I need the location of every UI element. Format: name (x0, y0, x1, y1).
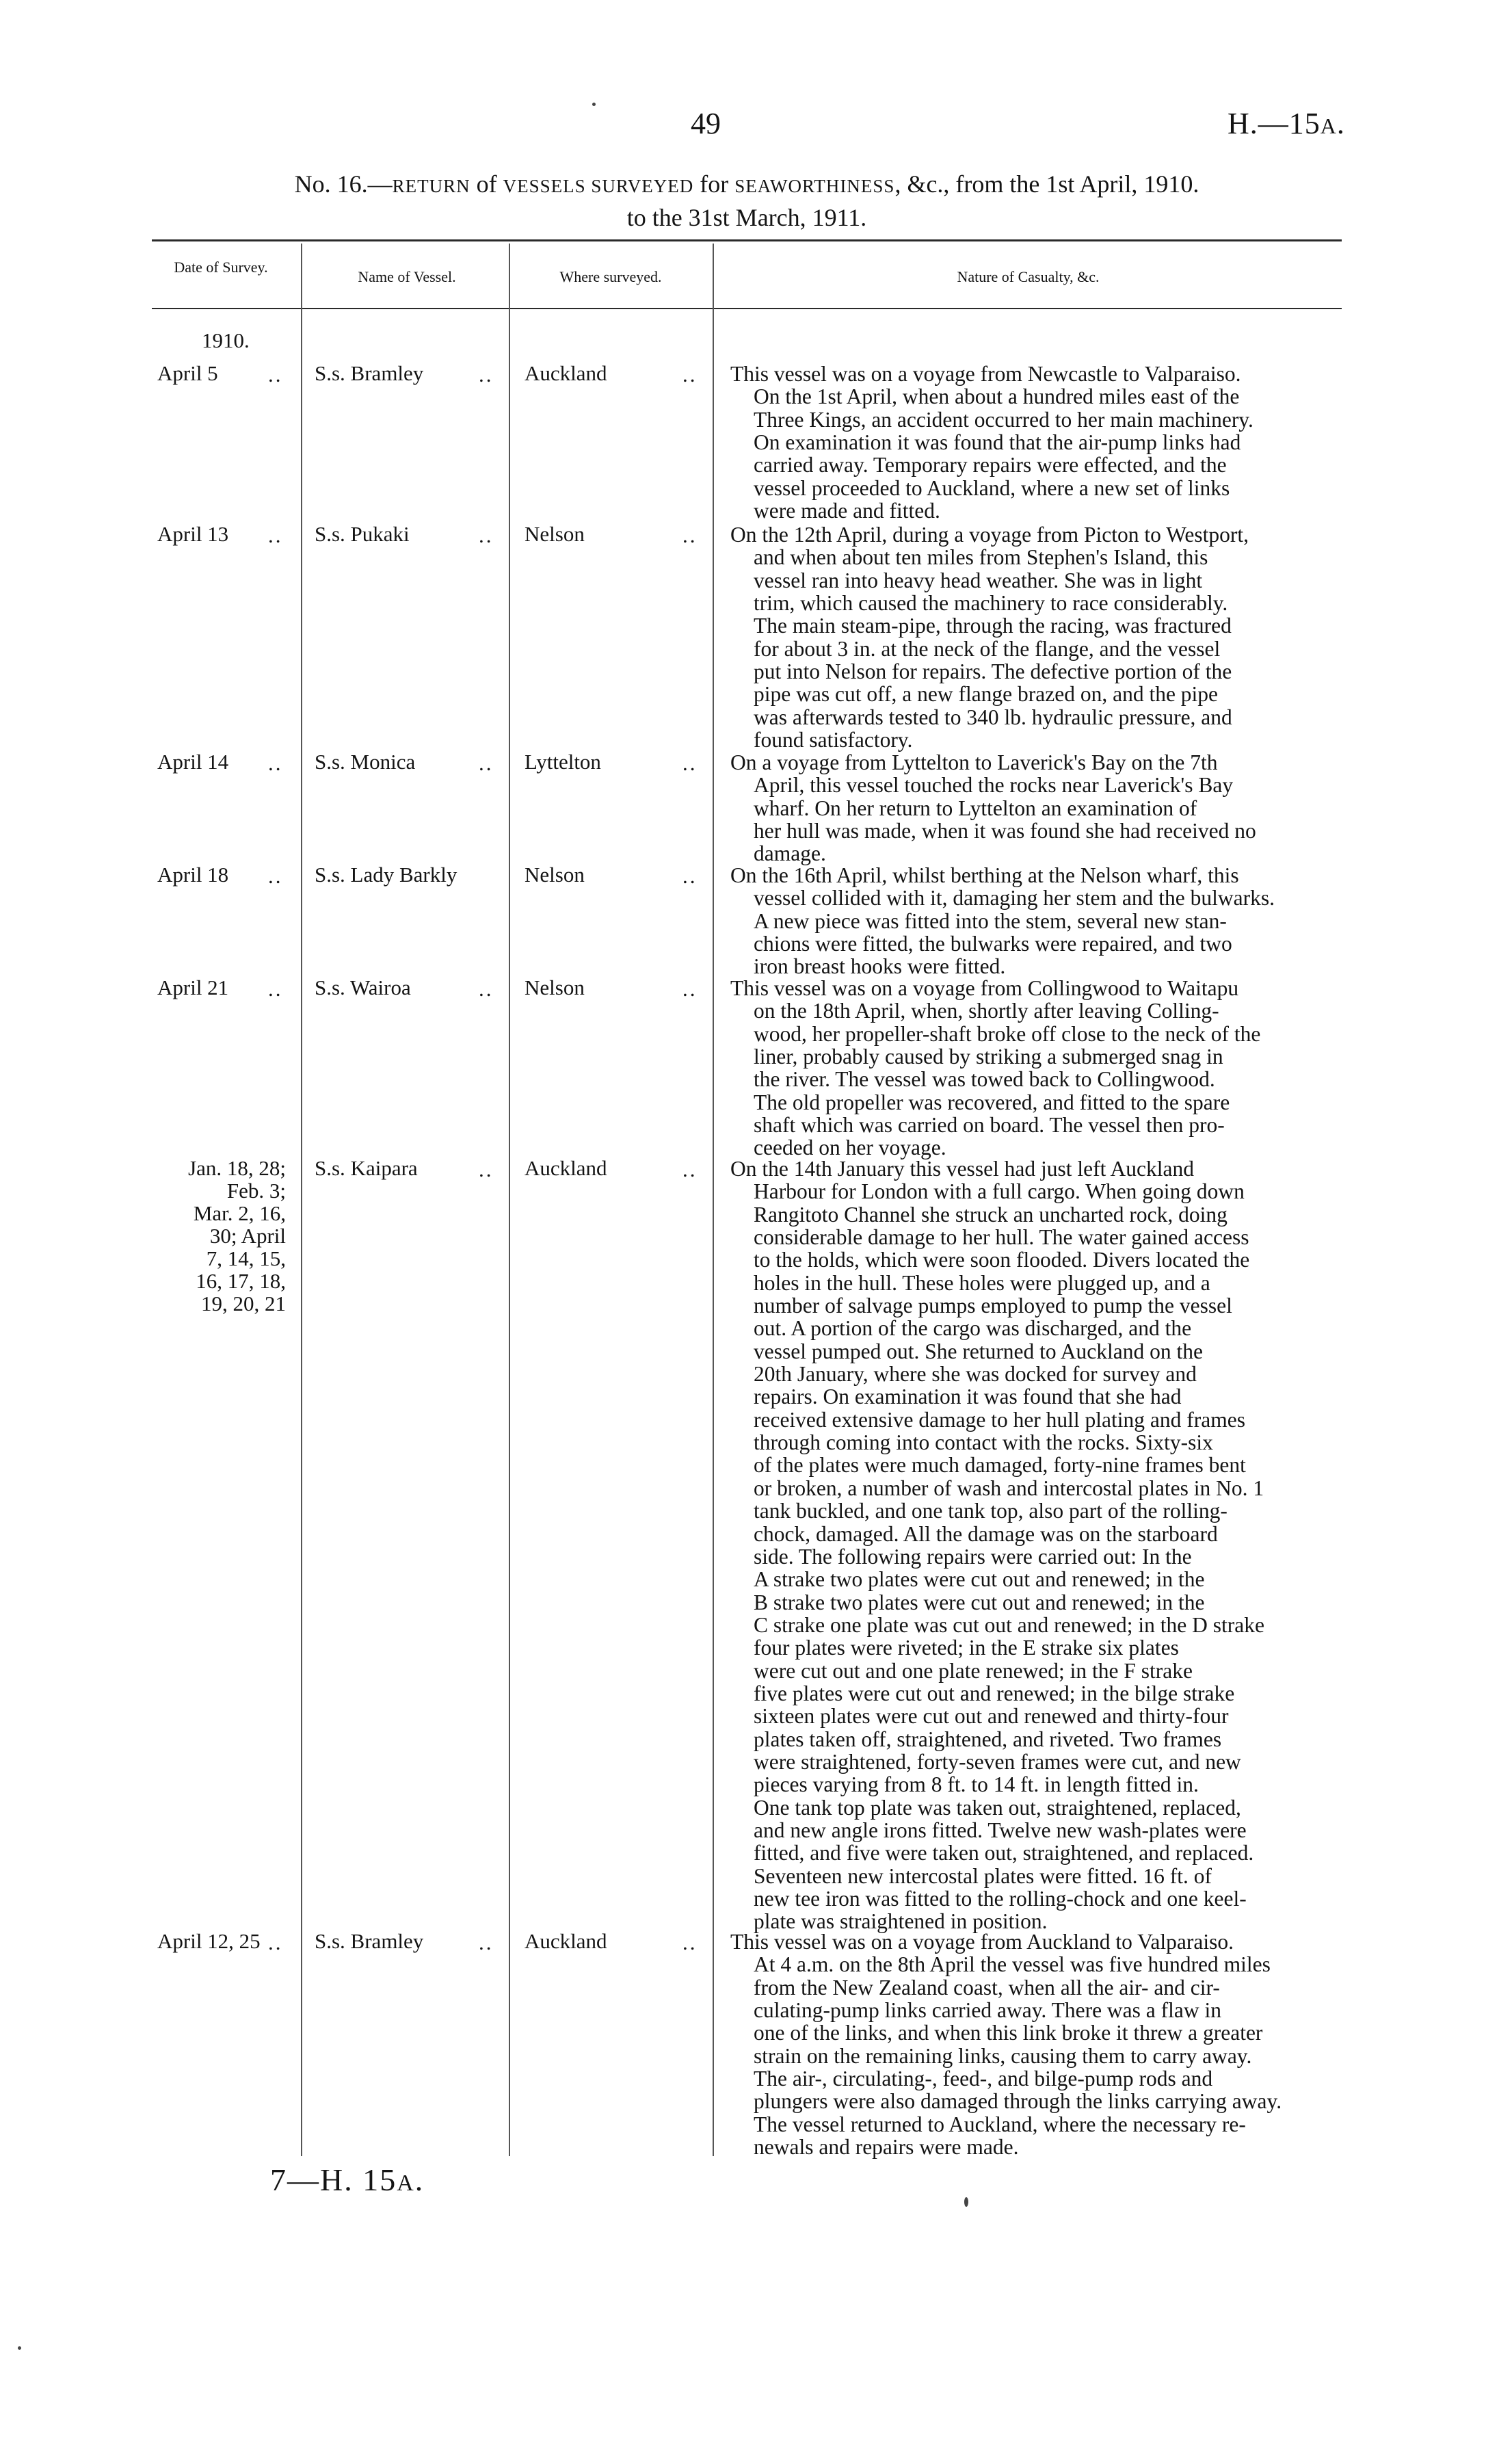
casualty-line: number of salvage pumps employed to pump the vessel (754, 1294, 1232, 1318)
casualty-line: vessel pumped out. She returned to Auckland on the (754, 1339, 1203, 1363)
casualty-line: wharf. On her return to Lyttelton an examination of (754, 796, 1197, 820)
survey-location: Auckland (525, 1929, 607, 1953)
leader-dots: .. (268, 1930, 283, 1954)
casualty-line: plate was straightened in position. (754, 1909, 1048, 1934)
casualty-line: were cut out and one plate renewed; in the F strake (754, 1658, 1193, 1683)
casualty-description (730, 523, 1346, 751)
casualty-line: April, this vessel touched the rocks near Laverick's Bay (754, 773, 1234, 798)
leader-dots: .. (682, 751, 698, 775)
casualty-line: her hull was made, when it was found she had received no (754, 819, 1256, 843)
leader-dots: .. (682, 1157, 698, 1181)
leader-dots: .. (479, 751, 494, 775)
casualty-line: On the 14th January this vessel had just left Auckland (730, 1157, 1195, 1181)
vessel-name: S.s. Bramley (315, 361, 424, 385)
casualty-line: On the 1st April, when about a hundred miles east of the (754, 384, 1240, 409)
column-header-vessel: Name of Vessel. (358, 268, 456, 285)
casualty-line: Seventeen new intercostal plates were fitted. 16 ft. of (754, 1863, 1212, 1888)
vessel-name: S.s. Bramley (315, 1929, 424, 1953)
casualty-line: were made and fitted. (754, 499, 940, 523)
casualty-line: vessel proceeded to Auckland, where a new set of links (754, 475, 1230, 500)
casualty-description (730, 977, 1346, 1159)
casualty-line: Harbour for London with a full cargo. When going down (754, 1179, 1245, 1204)
signature-mark (270, 2162, 424, 2198)
survey-location: Nelson (525, 975, 585, 999)
signature-suffix: A (397, 2171, 415, 2196)
casualty-description (730, 1930, 1346, 2158)
casualty-line: vessel ran into heavy head weather. She was in light (754, 568, 1203, 592)
casualty-line: was afterwards tested to 340 lb. hydraulic pressure, and (754, 705, 1232, 729)
signature-main: 7—H. 15 (270, 2162, 397, 2197)
vessel-name: S.s. Wairoa (315, 975, 411, 999)
page-number: 49 (691, 107, 721, 140)
survey-date-line: 16, 17, 18, (196, 1269, 286, 1293)
survey-date-line: Mar. 2, 16, (193, 1201, 286, 1225)
column-header-nature: Nature of Casualty, &c. (957, 268, 1100, 285)
casualty-line: holes in the hull. These holes were plugged up, and a (754, 1270, 1210, 1295)
vessel-name: S.s. Pukaki (315, 522, 410, 546)
leader-dots: .. (268, 363, 283, 386)
casualty-line: out. A portion of the cargo was discharged, and the (754, 1316, 1192, 1341)
survey-date: April 14 (157, 750, 229, 774)
survey-date-line: 7, 14, 15, (206, 1246, 286, 1270)
survey-location: Nelson (525, 863, 585, 887)
survey-date-line: 19, 20, 21 (201, 1292, 286, 1315)
casualty-description (730, 363, 1346, 522)
leader-dots: .. (682, 523, 698, 547)
casualty-line: This vessel was on a voyage from Collingwood to Waitapu (730, 976, 1239, 1000)
casualty-line: received extensive damage to her hull plating and frames (754, 1407, 1245, 1432)
survey-location: Nelson (525, 522, 585, 546)
leader-dots: .. (682, 864, 698, 888)
casualty-line: On the 12th April, during a voyage from Picton to Westport, (730, 523, 1249, 547)
leader-dots: .. (479, 977, 494, 1001)
column-header-where: Where surveyed. (559, 268, 662, 285)
column-header-date: Date of Survey. (174, 259, 268, 276)
casualty-line: found satisfactory. (754, 728, 913, 752)
casualty-line: wood, her propeller-shaft broke off close to the neck of the (754, 1021, 1261, 1046)
survey-date-line: 30; April (209, 1224, 286, 1248)
casualty-line: from the New Zealand coast, when all the air- and cir- (754, 1975, 1220, 2000)
casualty-line: to the holds, which were soon flooded. Divers located the (754, 1248, 1250, 1272)
title-for: for (693, 170, 735, 198)
casualty-line: plates taken off, straightened, and riveted. Two frames (754, 1727, 1222, 1751)
survey-date: April 5 (157, 361, 218, 385)
casualty-line: repairs. On examination it was found that she had (754, 1385, 1182, 1409)
title-of: of (470, 170, 503, 198)
casualty-line: shaft which was carried on board. The vessel then pro- (754, 1113, 1225, 1138)
leader-dots: .. (268, 523, 283, 547)
casualty-line: side. The following repairs were carried out: In the (754, 1544, 1192, 1569)
casualty-line: considerable damage to her hull. The water gained access (754, 1225, 1249, 1250)
table-title (152, 168, 1342, 233)
year-label: 1910. (202, 328, 250, 352)
casualty-line: chions were fitted, the bulwarks were repaired, and two (754, 932, 1232, 956)
casualty-line: pieces varying from 8 ft. to 14 ft. in length fitted in. (754, 1772, 1199, 1797)
title-line-1 (152, 168, 1342, 202)
leader-dots: .. (479, 363, 494, 386)
casualty-line: sixteen plates were cut out and renewed and thirty-four (754, 1704, 1229, 1729)
column-divider-1 (301, 244, 302, 2156)
casualty-line: A strake two plates were cut out and renewed; in the (754, 1567, 1205, 1592)
title-caps-return: RETURN (392, 176, 470, 196)
survey-location: Auckland (525, 1156, 607, 1180)
leader-dots: .. (268, 864, 283, 888)
leader-dots: .. (268, 977, 283, 1001)
table-head-rule (152, 308, 1342, 309)
vessel-name: S.s. Monica (315, 750, 416, 774)
reference-end: . (1336, 107, 1345, 140)
casualty-line: fitted, and five were taken out, straightened, and replaced. (754, 1841, 1254, 1865)
survey-date: April 21 (157, 975, 229, 999)
casualty-line: The old propeller was recovered, and fitted to the spare (754, 1090, 1230, 1114)
survey-location: Lyttelton (525, 750, 601, 774)
casualty-line: iron breast hooks were fitted. (754, 954, 1006, 979)
column-divider-2 (509, 244, 510, 2156)
casualty-line: for about 3 in. at the neck of the flange, and the vessel (754, 636, 1221, 661)
casualty-line: This vessel was on a voyage from Auckland to Valparaiso. (730, 1930, 1234, 1954)
casualty-description (730, 1157, 1346, 1933)
casualty-line: chock, damaged. All the damage was on the starboard (754, 1521, 1218, 1546)
reference-main: H.—15 (1228, 107, 1321, 140)
survey-location: Auckland (525, 361, 607, 385)
casualty-line: B strake two plates were cut out and renewed; in the (754, 1590, 1205, 1614)
vessel-name: S.s. Kaipara (315, 1156, 418, 1180)
leader-dots: .. (479, 1157, 494, 1181)
casualty-line: This vessel was on a voyage from Newcastle to Valparaiso. (730, 362, 1241, 386)
reference-suffix: A (1320, 114, 1337, 138)
leader-dots: .. (479, 1930, 494, 1954)
leader-dots: .. (682, 363, 698, 386)
casualty-line: Three Kings, an accident occurred to her main machinery. (754, 407, 1253, 432)
survey-date-line: Feb. 3; (226, 1179, 286, 1203)
survey-date-line: Jan. 18, 28; (188, 1156, 286, 1180)
leader-dots: .. (268, 751, 283, 775)
column-divider-3 (713, 244, 714, 2156)
casualty-line: The main steam-pipe, through the racing, was fractured (754, 614, 1232, 638)
title-caps-vessels: VESSELS SURVEYED (503, 176, 694, 196)
casualty-description (730, 751, 1346, 865)
survey-date: April 12, 25 (157, 1929, 261, 1953)
casualty-line: Rangitoto Channel she struck an uncharted rock, doing (754, 1202, 1228, 1227)
casualty-line: A new piece was fitted into the stem, several new stan- (754, 908, 1227, 933)
casualty-line: The vessel returned to Auckland, where the necessary re- (754, 2112, 1246, 2136)
title-rest: , &c., from the 1st April, 1910. (894, 170, 1199, 198)
casualty-line: and when about ten miles from Stephen's Island, this (754, 545, 1208, 570)
casualty-line: of the plates were much damaged, forty-nine frames bent (754, 1453, 1246, 1478)
casualty-line: plungers were also damaged through the links carrying away. (754, 2089, 1282, 2114)
leader-dots: .. (682, 1930, 698, 1954)
casualty-line: vessel collided with it, damaging her stem and the bulwarks. (754, 886, 1275, 910)
casualty-line: and new angle irons fitted. Twelve new wash-plates were (754, 1818, 1247, 1842)
title-prefix: No. 16.— (294, 170, 393, 198)
casualty-line: carried away. Temporary repairs were effected, and the (754, 453, 1227, 477)
title-line-2: to the 31st March, 1911. (626, 204, 867, 231)
vessel-name: S.s. Lady Barkly (315, 863, 457, 887)
casualty-description (730, 864, 1346, 978)
casualty-line: four plates were riveted; in the E strake six plates (754, 1636, 1179, 1660)
table-top-rule (152, 239, 1342, 241)
casualty-line: One tank top plate was taken out, straightened, replaced, (754, 1795, 1241, 1820)
title-caps-seaworthiness: SEAWORTHINESS (734, 176, 895, 196)
casualty-line: the river. The vessel was towed back to Collingwood. (754, 1067, 1215, 1092)
casualty-line: C strake one plate was cut out and renewed; in the D strake (754, 1612, 1265, 1637)
casualty-line: or broken, a number of wash and intercostal plates in No. 1 (754, 1476, 1264, 1500)
casualty-line: on the 18th April, when, shortly after leaving Colling- (754, 999, 1219, 1023)
casualty-line: five plates were cut out and renewed; in the bilge strake (754, 1681, 1235, 1705)
casualty-line: damage. (754, 841, 826, 866)
casualty-line: On a voyage from Lyttelton to Laverick's Bay on the 7th (730, 750, 1218, 774)
casualty-line: new tee iron was fitted to the rolling-chock and one keel- (754, 1887, 1247, 1911)
casualty-line: culating-pump links carried away. There was a flaw in (754, 1998, 1222, 2023)
casualty-line: On examination it was found that the air-pump links had (754, 430, 1241, 455)
casualty-line: one of the links, and when this link broke it threw a greater (754, 2021, 1263, 2045)
casualty-line: strain on the remaining links, causing them to carry away. (754, 2043, 1252, 2068)
casualty-line: ceeded on her voyage. (754, 1136, 946, 1160)
print-speck (964, 2197, 968, 2207)
leader-dots: .. (479, 523, 494, 547)
casualty-line: through coming into contact with the rocks. Sixty-six (754, 1430, 1213, 1455)
leader-dots: .. (682, 977, 698, 1001)
survey-date: April 18 (157, 863, 229, 887)
casualty-line: tank buckled, and one tank top, also part of the rolling- (754, 1499, 1228, 1523)
casualty-line: trim, which caused the machinery to race considerably. (754, 591, 1228, 616)
survey-date: April 13 (157, 522, 229, 546)
print-speck (592, 103, 596, 106)
casualty-line: newals and repairs were made. (754, 2135, 1019, 2160)
casualty-line: At 4 a.m. on the 8th April the vessel was five hundred miles (754, 1952, 1271, 1977)
document-reference (1228, 106, 1345, 141)
casualty-line: liner, probably caused by striking a submerged snag in (754, 1045, 1223, 1069)
casualty-line: The air-, circulating-, feed-, and bilge-pump rods and (754, 2067, 1213, 2091)
casualty-line: put into Nelson for repairs. The defective portion of the (754, 659, 1232, 684)
casualty-line: On the 16th April, whilst berthing at the Nelson wharf, this (730, 863, 1239, 887)
casualty-line: pipe was cut off, a new flange brazed on, and the pipe (754, 682, 1219, 707)
print-speck (18, 2346, 21, 2350)
casualty-line: were straightened, forty-seven frames were cut, and new (754, 1749, 1241, 1774)
casualty-line: 20th January, where she was docked for survey and (754, 1362, 1197, 1387)
signature-end: . (414, 2162, 425, 2197)
